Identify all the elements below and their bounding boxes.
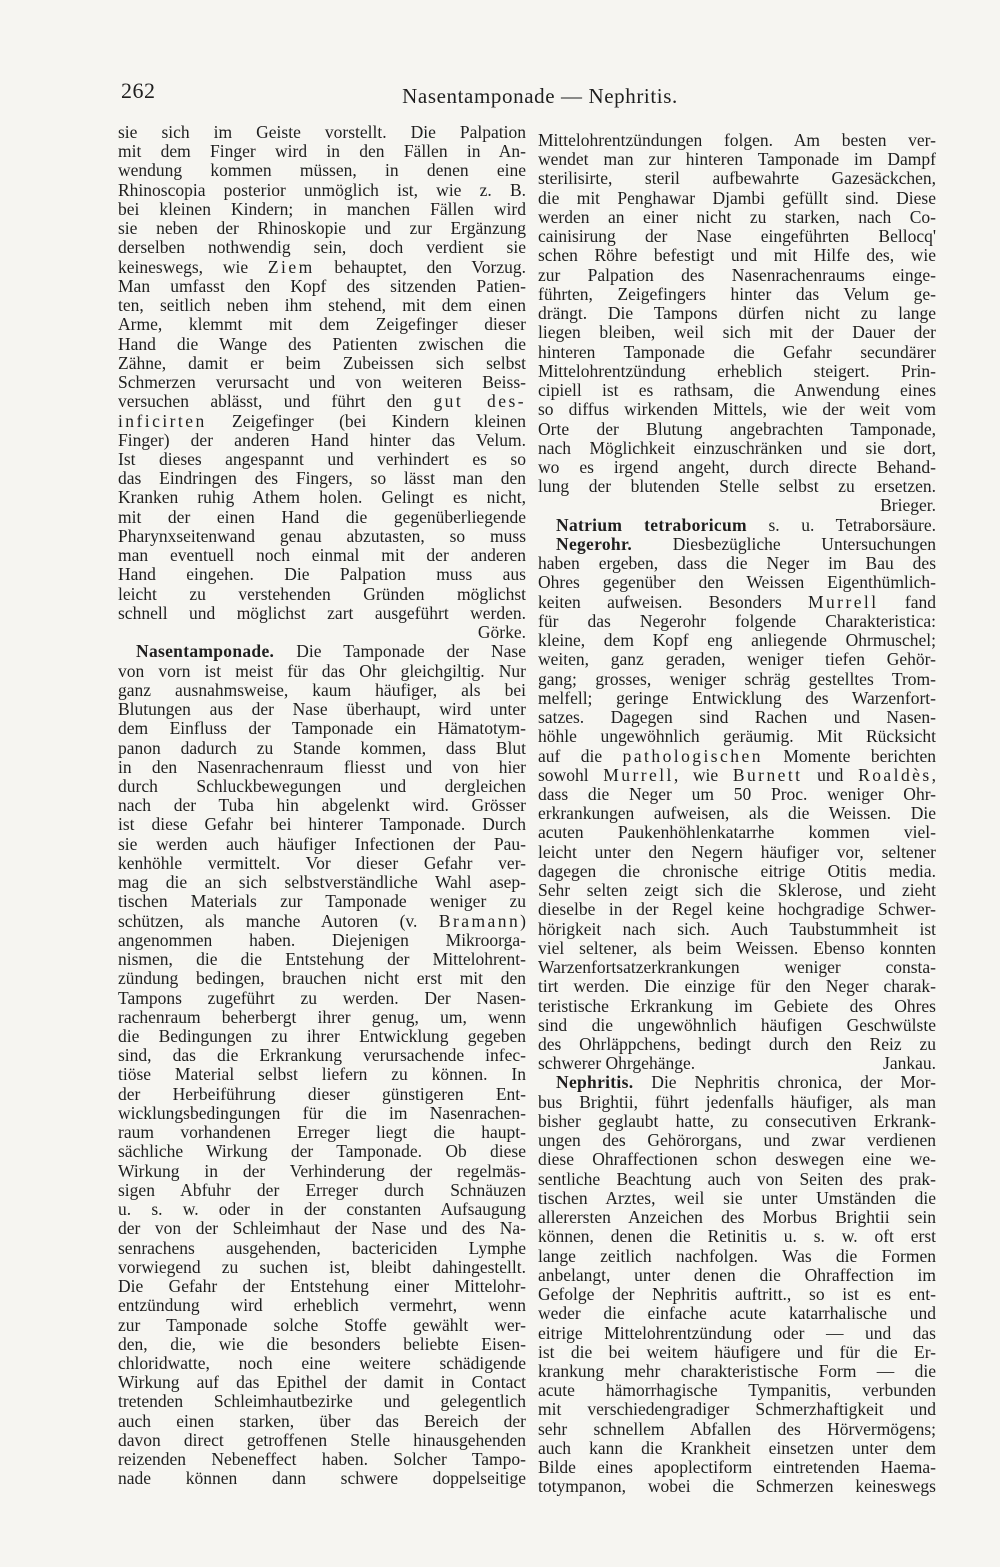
- text-line: Wirkung auf das Epithel der damit in Contact: [118, 1373, 526, 1393]
- text-line: Arme, klemmt mit dem Zeigefinger dieser: [118, 315, 526, 335]
- text-line: kleine, dem Kopf eng anliegende Ohrmuschel;: [538, 631, 936, 651]
- text-line: leicht zu verstehenden Gründen möglichst: [118, 584, 526, 604]
- text-segment: und: [802, 765, 859, 785]
- text-line: Schmerzen verursacht und von weiteren Beiss-: [118, 373, 526, 393]
- entry-heading-line: [538, 1073, 936, 1092]
- text-segment: auf die: [538, 746, 623, 766]
- text-line: sie werden auch häufiger Infectionen der Pau-: [118, 834, 526, 854]
- text-line: Blutungen aus der Nase überhaupt, wird unter: [118, 700, 526, 720]
- author-signature: Brieger.: [880, 496, 936, 516]
- text-line: melfell; geringe Entwicklung des Warzenfort-: [538, 688, 936, 708]
- text-line: schen Röhre befestigt und mit Hilfe des, wie: [538, 246, 936, 266]
- text-line: höhle ungewöhnlich geräumig. Mit Rücksicht: [538, 727, 936, 747]
- spaced-name: Burnett: [732, 765, 803, 785]
- text-segment: versuchen ablässt, und führt den: [118, 392, 434, 412]
- text-segment: Diesbezügliche Untersuchungen: [632, 534, 936, 554]
- column-right: [538, 131, 936, 1497]
- text-line: kenhöhle vermittelt. Vor dieser Gefahr ver-: [118, 853, 526, 873]
- text-line: Hand eingehen. Die Palpation muss aus: [118, 565, 526, 585]
- text-line: der Herbeiführung dieser günstigeren Ent-: [118, 1084, 526, 1104]
- text-line: nismen, die die Entstehung der Mittelohrent-: [118, 950, 526, 970]
- text-line: entzündung wird erheblich vermehrt, wenn: [118, 1296, 526, 1316]
- text-line: allerersten Anzeichen des Morbus Brightii sein: [538, 1208, 936, 1228]
- text-line: u. s. w. oder in der constanten Aufsaugung: [118, 1200, 526, 1220]
- text-segment: fand: [878, 592, 936, 612]
- spaced-name: gut des-: [433, 392, 526, 412]
- text-line: führten, Zeigefingers hinter das Velum ge-: [538, 284, 936, 304]
- text-segment: behauptet, den Vorzug.: [314, 257, 526, 277]
- text-line: mit verschiedengradiger Schmerzhaftigkeit und: [538, 1400, 936, 1420]
- text-line: ten, seitlich neben ihm stehend, mit dem einen: [118, 296, 526, 316]
- text-line: Pharynxseitenwand genau abzutasten, so muss: [118, 526, 526, 546]
- text-line: können, denen die Retinitis u. s. w. oft erst: [538, 1227, 936, 1247]
- text-line: [538, 593, 936, 612]
- text-line: lung der blutenden Stelle selbst zu ersetzen.: [538, 477, 936, 497]
- text-line: eitrige Mittelohrentzündung oder — und das: [538, 1323, 936, 1343]
- text-line: bisher geglaubt hatte, zu consecutiven Erkrank-: [538, 1111, 936, 1131]
- text-line: in den Nasenrachenraum fliesst und von hier: [118, 757, 526, 777]
- entry-heading: Natrium tetraboricum: [556, 515, 747, 535]
- text-segment: Die Tamponade der Nase: [274, 642, 526, 662]
- text-line: Kranken ruhig Athem holen. Gelingt es nicht,: [118, 488, 526, 508]
- text-line: hörigkeit nach sich. Auch Taubstummheit ist: [538, 919, 936, 939]
- text-line: Die Gefahr der Entstehung einer Mittelohr-: [118, 1277, 526, 1297]
- text-line: gang; grosses, weniger schräg gestelltes Trom-: [538, 669, 936, 689]
- text-line: Bilde eines apoplectiform eintretenden Haema-: [538, 1458, 936, 1478]
- text-line: zur Tamponade solche Stoffe gewählt wer-: [118, 1315, 526, 1335]
- text-line: erkrankungen aufweisen, als die Weissen. Die: [538, 804, 936, 824]
- text-line: angenommen haben. Diejenigen Mikroorga-: [118, 930, 526, 950]
- spaced-name: Ziem: [267, 257, 315, 277]
- text-line: davon direct getroffenen Stelle hinausgehenden: [118, 1430, 526, 1450]
- spaced-name: Murrell: [603, 765, 674, 785]
- text-line: auch einen starken, über das Bereich der: [118, 1411, 526, 1431]
- text-segment: ,: [931, 765, 936, 785]
- running-title: Nasentamponade — Nephritis.: [402, 84, 678, 108]
- text-line: durch Schluckbewegungen und dergleichen: [118, 776, 526, 796]
- text-line: schnell und möglichst zart ausgeführt werden.: [118, 603, 526, 623]
- text-line: dass die Neger um 50 Proc. weniger Ohr-: [538, 784, 936, 804]
- text-line: Gefolge der Nephritis auftritt., so ist es ent-: [538, 1285, 936, 1305]
- text-line: den, die, wie die besonders beliebte Eisen-: [118, 1334, 526, 1354]
- author-signature: Görke.: [477, 623, 526, 643]
- text-segment: s. u. Tetraborsäure.: [746, 515, 936, 535]
- text-line: Finger) der anderen Hand hinter das Velum.: [118, 430, 526, 450]
- text-line: panon dadurch zu Stande kommen, dass Blut: [118, 738, 526, 758]
- text-line: des Ohrläppchens, bedingt durch den Reiz zu: [538, 1035, 936, 1055]
- text-line: nade können dann schwere doppelseitige: [118, 1469, 526, 1489]
- text-line: [118, 912, 526, 931]
- text-line: weder die einfache acute katarrhalische und: [538, 1304, 936, 1324]
- entry-heading: Nasentamponade.: [136, 642, 275, 662]
- text-line: lange zeitlich nachfolgen. Was die Formen: [538, 1246, 936, 1266]
- text-line: sterilisirte, steril aufbewahrte Gazesäckchen,: [538, 169, 936, 189]
- text-line: krankung mehr charakteristische Form — die: [538, 1362, 936, 1381]
- text-line: zündung bedingen, brauchen nicht erst mit den: [118, 969, 526, 989]
- text-line: satzes. Dagegen sind Rachen und Nasen-: [538, 708, 936, 728]
- text-line: werden an einer nicht zu starken, nach Co-: [538, 207, 936, 227]
- text-line: tischen Materials zur Tamponade weniger zu: [118, 892, 526, 912]
- text-line: Zähne, damit er beim Zubeissen sich selbst: [118, 353, 526, 373]
- text-segment: keineswegs, wie: [118, 257, 268, 277]
- spaced-name: pathologischen: [622, 746, 763, 766]
- text-line: anbelangt, unter denen die Ohraffection im: [538, 1265, 936, 1285]
- author-signature-line: [538, 496, 936, 515]
- text-line: cipiell ist es rathsam, die Anwendung eines: [538, 381, 936, 401]
- text-line: reizenden Nebeneffect haben. Solcher Tampo-: [118, 1450, 526, 1470]
- entry-heading: Nephritis.: [556, 1073, 634, 1093]
- entry-heading-line: [538, 535, 936, 554]
- text-line: bei kleinen Kindern; in manchen Fällen wird: [118, 199, 526, 219]
- text-line: Orte der Blutung angebrachten Tamponade,: [538, 419, 936, 439]
- text-line: Tampons zugeführt zu werden. Der Nasen-: [118, 988, 526, 1008]
- text-line: senrachens ausgehenden, bactericiden Lymphe: [118, 1238, 526, 1258]
- text-line: [118, 412, 526, 431]
- text-line: wendung kommen müssen, in denen eine: [118, 161, 526, 181]
- text-line: acute hämorrhagische Tympanitis, verbunden: [538, 1381, 936, 1401]
- author-signature-line: [118, 623, 526, 642]
- text-line: ganz ausnahmsweise, kaum häufiger, als bei: [118, 680, 526, 700]
- text-line: [118, 258, 526, 277]
- text-line: man eventuell noch einmal mit der anderen: [118, 546, 526, 566]
- page-number: 262: [121, 78, 156, 103]
- text-line: [538, 1054, 936, 1073]
- text-line: Wirkung in der Verhinderung der regelmäs-: [118, 1161, 526, 1181]
- text-line: mit dem Finger wird in den Fällen in An-: [118, 142, 526, 162]
- text-line: tretenden Schleimhautbezirke und gelegentlich: [118, 1392, 526, 1412]
- text-line: dagegen die chronische eitrige Otitis media.: [538, 861, 936, 881]
- text-line: Mittelohrentzündungen folgen. Am besten ver-: [538, 131, 936, 150]
- text-segment: schwerer Ohrgehänge.: [538, 1054, 696, 1074]
- text-line: leicht unter den Negern häufiger vor, seltener: [538, 842, 936, 862]
- text-line: für das Negerohr folgende Charakteristica:: [538, 611, 936, 631]
- text-line: Ist dieses angespannt und verhindert es so: [118, 449, 526, 469]
- entry-heading-line: [118, 642, 526, 661]
- text-line: weiten, ganz geraden, weniger tiefen Gehör-: [538, 650, 936, 670]
- spaced-name: inficirten: [118, 411, 207, 431]
- text-segment: sowohl: [538, 765, 604, 785]
- text-line: von vorn ist meist für das Ohr gleichgiltig. Nur: [118, 661, 526, 681]
- text-line: Rhinoscopia posterior unmöglich ist, wie z. B.: [118, 180, 526, 200]
- text-line: rachenraum beherbergt ihrer genug, um, wenn: [118, 1007, 526, 1027]
- text-line: chloridwatte, noch eine weitere schädigende: [118, 1354, 526, 1373]
- text-line: wendet man zur hinteren Tamponade im Dampf: [538, 150, 936, 170]
- text-line: cainisirung der Nase eingeführten Bellocq': [538, 227, 936, 247]
- text-line: die mit Penghawar Djambi gefüllt sind. Diese: [538, 188, 936, 208]
- text-line: dieselbe in der Regel keine hochgradige Schwer-: [538, 900, 936, 920]
- text-line: Sehr selten zeigt sich die Sklerose, und zieht: [538, 881, 936, 901]
- text-line: raum vorhandenen Erreger liegt die haupt-: [118, 1123, 526, 1143]
- text-line: wo es irgend angeht, durch directe Behand-: [538, 457, 936, 477]
- text-line: [538, 747, 936, 766]
- text-line: ist diese Gefahr bei hinterer Tamponade. Durch: [118, 815, 526, 835]
- text-line: die Bedingungen zu ihrer Entwicklung gegeben: [118, 1027, 526, 1047]
- text-line: der von der Schleimhaut der Nase und des Na-: [118, 1219, 526, 1239]
- text-line: dem Einfluss der Tamponade ein Hämatotym-: [118, 719, 526, 739]
- text-line: viel seltener, als beim Weissen. Ebenso konnten: [538, 938, 936, 958]
- text-line: acuten Paukenhöhlenkatarrhe kommen viel-: [538, 823, 936, 843]
- text-segment: Momente berichten: [762, 746, 936, 766]
- text-line: Mittelohrentzündung erheblich steigert. Prin-: [538, 361, 936, 381]
- text-line: sächliche Wirkung der Tamponade. Ob diese: [118, 1142, 526, 1162]
- text-line: sigen Abfuhr der Erreger durch Schnäuzen: [118, 1180, 526, 1200]
- text-line: auch kann die Krankheit einsetzen unter dem: [538, 1438, 936, 1458]
- entry-heading-line: [538, 516, 936, 535]
- text-line: sentliche Beachtung auch von Seiten des prak-: [538, 1169, 936, 1189]
- text-line: Man umfasst den Kopf des sitzenden Patien-: [118, 276, 526, 296]
- text-line: vorwiegend zu suchen ist, bleibt dahingestellt.: [118, 1257, 526, 1277]
- text-line: tiöse Material selbst liefern zu können. In: [118, 1065, 526, 1085]
- author-signature: Jankau.: [883, 1054, 936, 1074]
- text-line: ungen des Gehörorgans, und zwar verdienen: [538, 1131, 936, 1151]
- text-line: totympanon, wobei die Schmerzen keineswegs: [538, 1477, 936, 1497]
- text-line: Warzenfortsatzerkrankungen weniger consta-: [538, 958, 936, 978]
- text-line: derselben nothwendig sein, doch verdient sie: [118, 238, 526, 258]
- text-segment: keiten aufweisen. Besonders: [538, 592, 808, 612]
- text-line: [538, 766, 936, 785]
- spaced-name: Murrell: [807, 592, 879, 612]
- text-line: Hand die Wange des Patienten zwischen die: [118, 334, 526, 354]
- text-segment: Zeigefinger (bei Kindern kleinen: [206, 411, 526, 431]
- text-line: tirt werden. Die einzige für den Neger charak-: [538, 977, 936, 997]
- text-segment: , wie: [673, 765, 733, 785]
- text-segment: schützen, als manche Autoren (v.: [118, 911, 439, 931]
- text-line: Ohres gegenüber den Weissen Eigenthümlich-: [538, 573, 936, 593]
- text-line: sind die ungewöhnlich häufigen Geschwülste: [538, 1015, 936, 1035]
- text-line: ist die bei weitem häufigere und für die Er-: [538, 1342, 936, 1362]
- text-line: diese Ohraffectionen schon deswegen eine we-: [538, 1150, 936, 1170]
- text-line: mit der einen Hand die gegenüberliegende: [118, 507, 526, 527]
- text-line: drängt. Die Tampons dürfen nicht zu lange: [538, 304, 936, 324]
- text-line: nach Möglichkeit einzuschränken und sie dort,: [538, 438, 936, 458]
- text-line: sehr schnellem Abfallen des Hörvermögens;: [538, 1419, 936, 1439]
- text-line: sie sich im Geiste vorstellt. Die Palpation: [118, 123, 526, 142]
- spaced-name: Bramann: [438, 911, 521, 931]
- text-segment: Die Nephritis chronica, der Mor-: [633, 1073, 936, 1093]
- entry-heading: Negerohr.: [556, 534, 633, 554]
- text-line: wicklungsbedingungen für die im Nasenrachen-: [118, 1103, 526, 1123]
- column-left: [118, 123, 526, 1489]
- text-line: nach der Tuba hin abgelenkt wird. Grösser: [118, 796, 526, 816]
- text-line: sind, das die Erkrankung verursachende infec-: [118, 1046, 526, 1066]
- text-line: [118, 392, 526, 411]
- text-line: mag die an sich selbstverständliche Wahl asep-: [118, 873, 526, 893]
- text-line: bus Brightii, führt jedenfalls häufiger, als man: [538, 1092, 936, 1112]
- text-line: zur Palpation des Nasenrachenraums einge-: [538, 265, 936, 285]
- text-line: tischen Arztes, weil sie unter Umständen die: [538, 1188, 936, 1208]
- text-line: haben ergeben, dass die Neger im Bau des: [538, 554, 936, 574]
- spaced-name: Roaldès: [858, 765, 932, 785]
- text-line: hinteren Tamponade die Gefahr secundärer: [538, 342, 936, 362]
- text-line: so diffus wirkenden Mittels, wie der weit vom: [538, 400, 936, 420]
- text-line: teristische Erkrankung im Gebiete des Ohres: [538, 996, 936, 1016]
- text-segment: ): [520, 911, 526, 931]
- text-line: liegen bleiben, weil sich mit der Dauer der: [538, 323, 936, 343]
- text-line: sie neben der Rhinoskopie und zur Ergänzung: [118, 219, 526, 239]
- text-line: das Eindringen des Fingers, so lässt man den: [118, 469, 526, 489]
